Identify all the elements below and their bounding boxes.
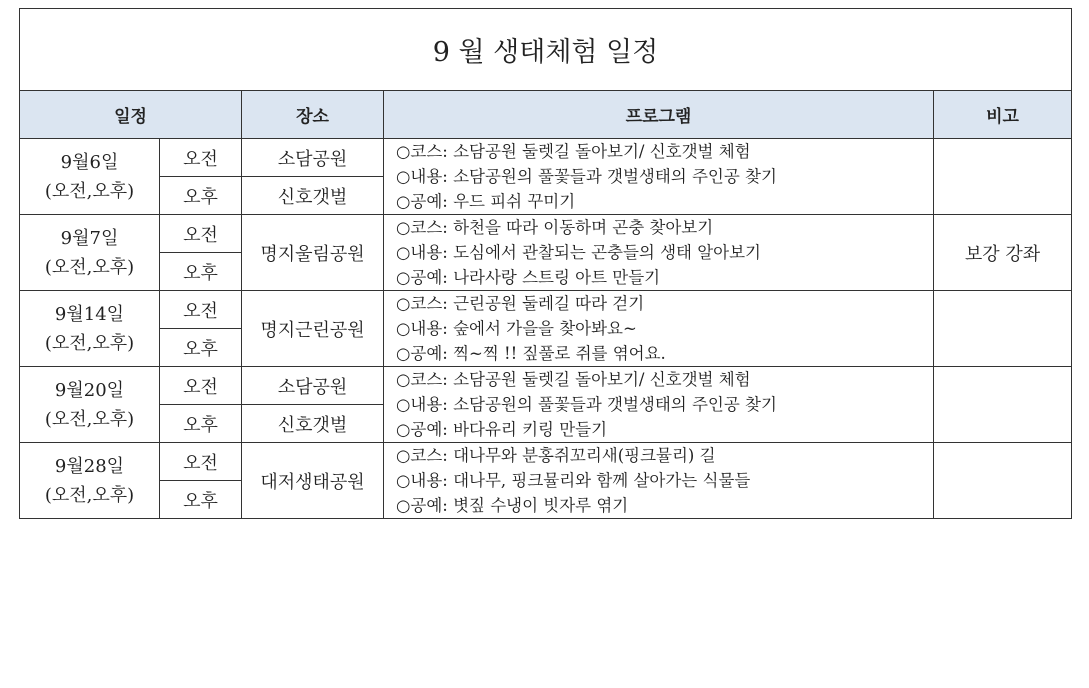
date-label: 9월14일 [54,303,125,325]
table-row [20,139,1072,177]
date-label: 9월20일 [54,379,125,401]
program-course: ○코스: 근린공원 둘레길 따라 걷기 [396,294,645,313]
program-craft: ○공예: 바다유리 키링 만들기 [396,420,608,439]
program-craft: ○공예: 볏짚 수냉이 빗자루 엮기 [396,496,629,515]
header-schedule: 일정 [20,91,242,139]
program-content: ○내용: 소담공원의 풀꽃들과 갯벌생태의 주인공 찾기 [396,395,777,414]
note-cell: 보강 강좌 [934,215,1072,291]
program-content: ○내용: 소담공원의 풀꽃들과 갯벌생태의 주인공 찾기 [396,167,777,186]
place-cell: 소담공원 [242,367,384,405]
note-cell [934,291,1072,367]
place-cell: 대저생태공원 [242,443,384,519]
program-course: ○코스: 대나무와 분홍쥐꼬리새(핑크뮬리) 길 [396,446,716,465]
date-cell [20,139,160,215]
note-cell [934,367,1072,443]
time-pm: 오후 [160,329,242,367]
time-pm: 오후 [160,481,242,519]
program-course: ○코스: 소담공원 둘렛길 돌아보기/ 신호갯벌 체험 [396,370,751,389]
table-row [20,215,1072,253]
time-range-label: (오전,오후) [44,256,135,278]
date-label: 9월7일 [60,227,119,249]
time-range-label: (오전,오후) [44,180,135,202]
table-row [20,291,1072,329]
time-pm: 오후 [160,253,242,291]
program-content: ○내용: 숲에서 가을을 찾아봐요~ [396,319,637,338]
time-pm: 오후 [160,405,242,443]
header-note: 비고 [934,91,1072,139]
place-cell: 명지근린공원 [242,291,384,367]
program-course: ○코스: 소담공원 둘렛길 돌아보기/ 신호갯벌 체험 [396,142,751,161]
date-cell [20,291,160,367]
table-title: 9 월 생태체험 일정 [20,9,1072,91]
time-range-label: (오전,오후) [44,408,135,430]
place-cell: 신호갯벌 [242,177,384,215]
place-cell: 소담공원 [242,139,384,177]
date-label: 9월28일 [54,455,125,477]
program-cell [384,367,934,443]
time-am: 오전 [160,367,242,405]
program-content: ○내용: 대나무, 핑크뮬리와 함께 살아가는 식물들 [396,471,751,490]
program-cell [384,215,934,291]
header-place: 장소 [242,91,384,139]
date-cell [20,367,160,443]
program-craft: ○공예: 나라사랑 스트링 아트 만들기 [396,268,661,287]
time-pm: 오후 [160,177,242,215]
title-row [20,9,1072,91]
program-course: ○코스: 하천을 따라 이동하며 곤충 찾아보기 [396,218,714,237]
time-am: 오전 [160,291,242,329]
program-content: ○내용: 도심에서 관찰되는 곤충들의 생태 알아보기 [396,243,761,262]
date-cell [20,215,160,291]
time-range-label: (오전,오후) [44,484,135,506]
program-craft: ○공예: 찍~찍 !! 짚풀로 쥐를 엮어요. [396,344,666,363]
date-cell [20,443,160,519]
time-am: 오전 [160,215,242,253]
time-am: 오전 [160,139,242,177]
table-row [20,367,1072,405]
date-label: 9월6일 [60,151,119,173]
note-cell [934,139,1072,215]
header-row [20,91,1072,139]
header-program: 프로그램 [384,91,934,139]
time-range-label: (오전,오후) [44,332,135,354]
program-cell [384,443,934,519]
program-craft: ○공예: 우드 피쉬 꾸미기 [396,192,576,211]
time-am: 오전 [160,443,242,481]
program-cell [384,291,934,367]
place-cell: 명지울림공원 [242,215,384,291]
place-cell: 신호갯벌 [242,405,384,443]
table-row [20,443,1072,481]
note-cell [934,443,1072,519]
schedule-table [19,8,1072,519]
program-cell [384,139,934,215]
